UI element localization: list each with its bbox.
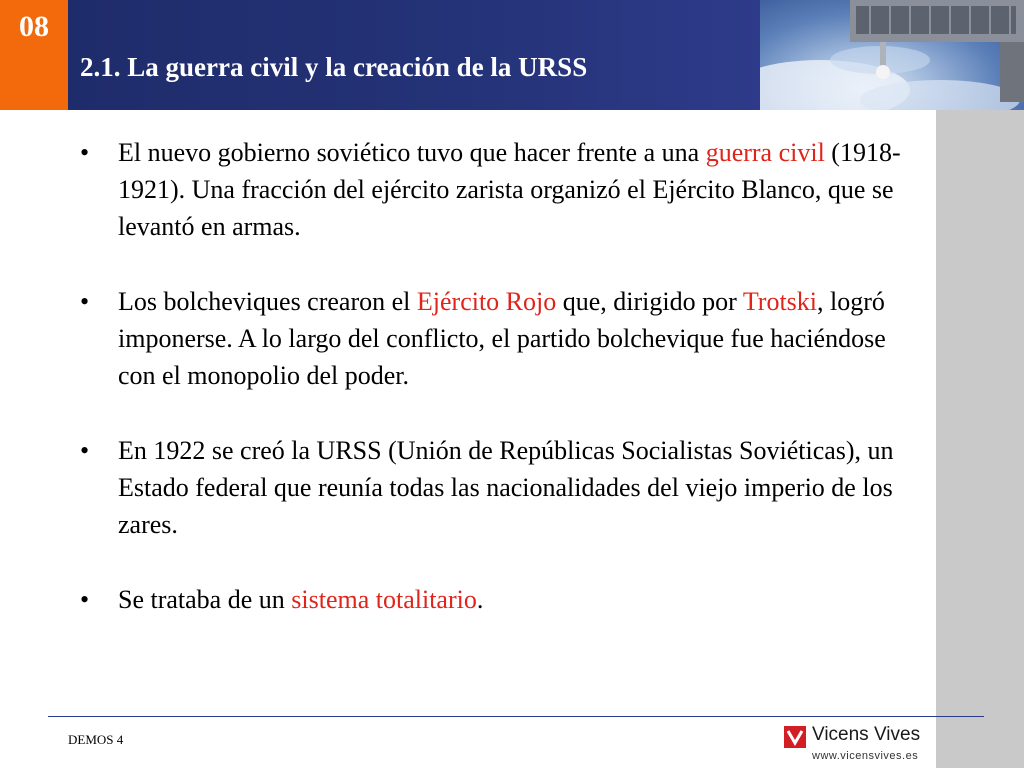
- bullet-text: Los bolcheviques crearon el: [118, 287, 417, 316]
- header-band: [68, 0, 768, 110]
- header-space-photo: [760, 0, 1024, 110]
- bullet-text: (1918-1921). Una fracción del ejército zarista organizó el Ejército Blanco, que se levantó en armas.: [118, 138, 901, 241]
- bullet-item: [76, 432, 916, 543]
- side-strip: [936, 110, 1024, 768]
- footer-divider: [48, 716, 984, 717]
- highlighted-term: Ejército Rojo: [416, 287, 557, 316]
- bullet-marker: •: [80, 436, 90, 465]
- chapter-number: 08: [19, 10, 49, 43]
- bullet-text: que, dirigido por: [556, 287, 743, 316]
- bullet-marker: •: [80, 138, 90, 167]
- vicens-vives-mark-icon: [784, 726, 806, 748]
- bullet-text: El nuevo gobierno soviético tuvo que hacer frente a una: [118, 138, 706, 167]
- bullet-text: , logró imponerse. A lo largo del conflicto, el partido bolchevique fue haciéndose con el monopolio del poder.: [118, 287, 886, 390]
- chapter-badge: [0, 0, 68, 110]
- bullet-list: [76, 134, 916, 656]
- highlighted-term: Trotski: [742, 287, 818, 316]
- bullet-text: .: [476, 585, 484, 614]
- bullet-item: [76, 283, 916, 394]
- space-station-image: [760, 0, 1024, 110]
- highlighted-term: sistema totalitario: [291, 585, 477, 614]
- bullet-item: [76, 581, 916, 618]
- highlighted-term: guerra civil: [705, 138, 825, 167]
- bullet-item: [76, 134, 916, 245]
- bullet-text: Se trataba de un: [118, 585, 292, 614]
- publisher-name: Vicens Vives: [812, 724, 921, 745]
- bullet-text: En 1922 se creó la URSS (Unión de Repúblicas Socialistas Soviéticas), un Estado federal que reunía todas las nacionalidades del viejo imperio de los zares.: [118, 436, 894, 539]
- slide-title: 2.1. La guerra civil y la creación de la URSS: [80, 52, 588, 82]
- bullet-marker: •: [80, 287, 90, 316]
- bullet-marker: •: [80, 585, 90, 614]
- publisher-url: www.vicensvives.es: [812, 750, 919, 762]
- footer-label: DEMOS 4: [68, 732, 124, 747]
- publisher-logo: [784, 726, 934, 766]
